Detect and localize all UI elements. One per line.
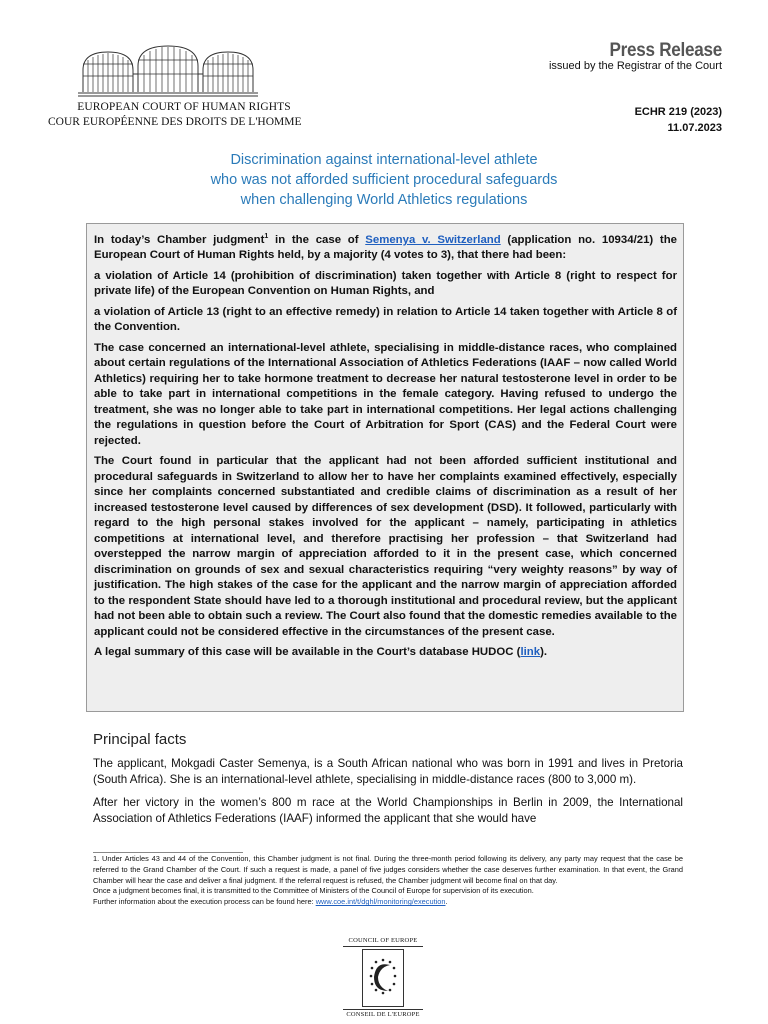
footnote	[93, 854, 683, 908]
summary-paragraph: a violation of Article 14 (prohibition of discrimination) taken together with Article 8 (right to respect for private life) of the European Convention on Human Rights, and	[94, 269, 677, 298]
execution-link[interactable]: www.coe.int/t/dghl/monitoring/execution	[315, 897, 446, 907]
footnote-ref[interactable]: 1	[264, 233, 269, 240]
summary-box	[86, 223, 684, 712]
footnote-divider	[93, 852, 243, 853]
headline-line: who was not afforded sufficient procedural safeguards	[210, 172, 558, 188]
summary-text: ).	[540, 646, 548, 659]
summary-text: In today’s Chamber judgment	[94, 233, 265, 246]
summary-paragraph	[94, 645, 677, 661]
coe-divider	[343, 946, 423, 947]
footnote-text: Once a judgment becomes final, it is transmitted to the Committee of Ministers of the Council of Europe for supervision of its execution.	[93, 886, 534, 896]
footnote-text-part: Further information about the execution process can be found here:	[93, 897, 316, 907]
court-logo	[48, 40, 302, 135]
case-link[interactable]: Semenya v. Switzerland	[365, 233, 501, 246]
footnote-text-part: .	[445, 897, 448, 907]
coe-name-en: COUNCIL OF EUROPE	[348, 937, 418, 944]
coe-emblem-icon	[362, 949, 404, 1007]
coe-name-fr: CONSEIL DE L'EUROPE	[346, 1011, 420, 1018]
body-paragraph: After her victory in the women’s 800 m race at the World Championships in Berlin in 2009, the International Association of Athletics Federations (IAAF) informed the applicant that she would have	[93, 796, 683, 825]
summary-text: A legal summary of this case will be available in the Court’s database HUDOC (	[94, 646, 521, 659]
court-name-fr: COUR EUROPÉENNE DES DROITS DE L'HOMME	[48, 116, 302, 128]
footnote-text	[93, 897, 683, 908]
section-title: Principal facts	[93, 731, 187, 748]
release-date: 11.07.2023	[667, 122, 722, 134]
summary-paragraph	[94, 229, 677, 264]
body-paragraph: The applicant, Mokgadi Caster Semenya, is a South African national who was born in 1991 and lives in Pretoria (South Africa). She is an international-level athlete, specialising in middle-distance races (800 to 3,000 m).	[93, 757, 683, 786]
headline-line: Discrimination against international-level athlete	[230, 152, 538, 168]
council-of-europe-logo	[338, 935, 428, 1019]
summary-paragraph: The Court found in particular that the applicant had not been afforded sufficient institutional and procedural safeguards in Switzerland to allow her to have her complaints examined effectively, especially since her complaints concerned substantiated and credible claims of discrimination as a result of her increased testosterone level caused by differences of sex development (DSD). It followed, particularly with regard to the high personal stakes involved for the applicant – namely, participating in athletics competitions at international level, and therefore practising her profession – that Switzerland had overstepped the narrow margin of appreciation afforded to it in the present case, which concerned discrimination on grounds of sex and sexual characteristics requiring “very weighty reasons” by way of justification. The high stakes of the case for the applicant and the narrow margin of appreciation afforded to the respondent State should have led to a thorough institutional and procedural review, but the applicant had not been able to obtain such a review. The Court also found that the domestic remedies available to the applicant could not be considered effective in the circumstances of the present case.	[94, 455, 677, 638]
headline-line: when challenging World Athletics regulations	[240, 192, 528, 208]
press-release-title: Press Release	[609, 40, 722, 61]
court-building-icon	[78, 40, 258, 98]
footnote-text: 1. Under Articles 43 and 44 of the Convention, this Chamber judgment is not final. During the three-month period following its delivery, any party may request that the case be referred to the Grand Chamber of the Court. If such a request is made, a panel of five judges considers whether the case deserves further examination. In that event, the Grand Chamber will hear the case and deliver a final judgment. If the referral request is refused, the Chamber judgment will become final on that day.	[93, 854, 683, 885]
principal-facts-body	[93, 756, 683, 834]
summary-text: in the case of	[268, 233, 366, 246]
coe-divider	[343, 1009, 423, 1010]
court-name-en: EUROPEAN COURT OF HUMAN RIGHTS	[77, 101, 291, 113]
summary-paragraph: a violation of Article 13 (right to an effective remedy) in relation to Article 14 taken together with Article 8 of the Convention.	[94, 305, 677, 334]
reference-number: ECHR 219 (2023)	[634, 106, 722, 118]
hudoc-link[interactable]: link	[520, 646, 541, 659]
headline	[80, 150, 688, 210]
summary-text: (application no. 10934/21) the European Court of Human Rights held, by a majority (4 votes to 3), that there had been:	[94, 233, 678, 262]
issued-by: issued by the Registrar of the Court	[548, 60, 722, 72]
summary-paragraph: The case concerned an international-level athlete, specialising in middle-distance races, who complained about certain regulations of the International Association of Athletics Federations (IAAF – now called World Athletics) requiring her to take hormone treatment to decrease her natural testosterone level in order to be able to take part in international competitions in the female category. Having refused to undergo the treatment, she was no longer able to take part in international competitions. Her legal actions challenging the regulations in question before the Court of Arbitration for Sport (CAS) and the Federal Court were rejected.	[94, 341, 677, 447]
reference-block	[635, 104, 722, 136]
